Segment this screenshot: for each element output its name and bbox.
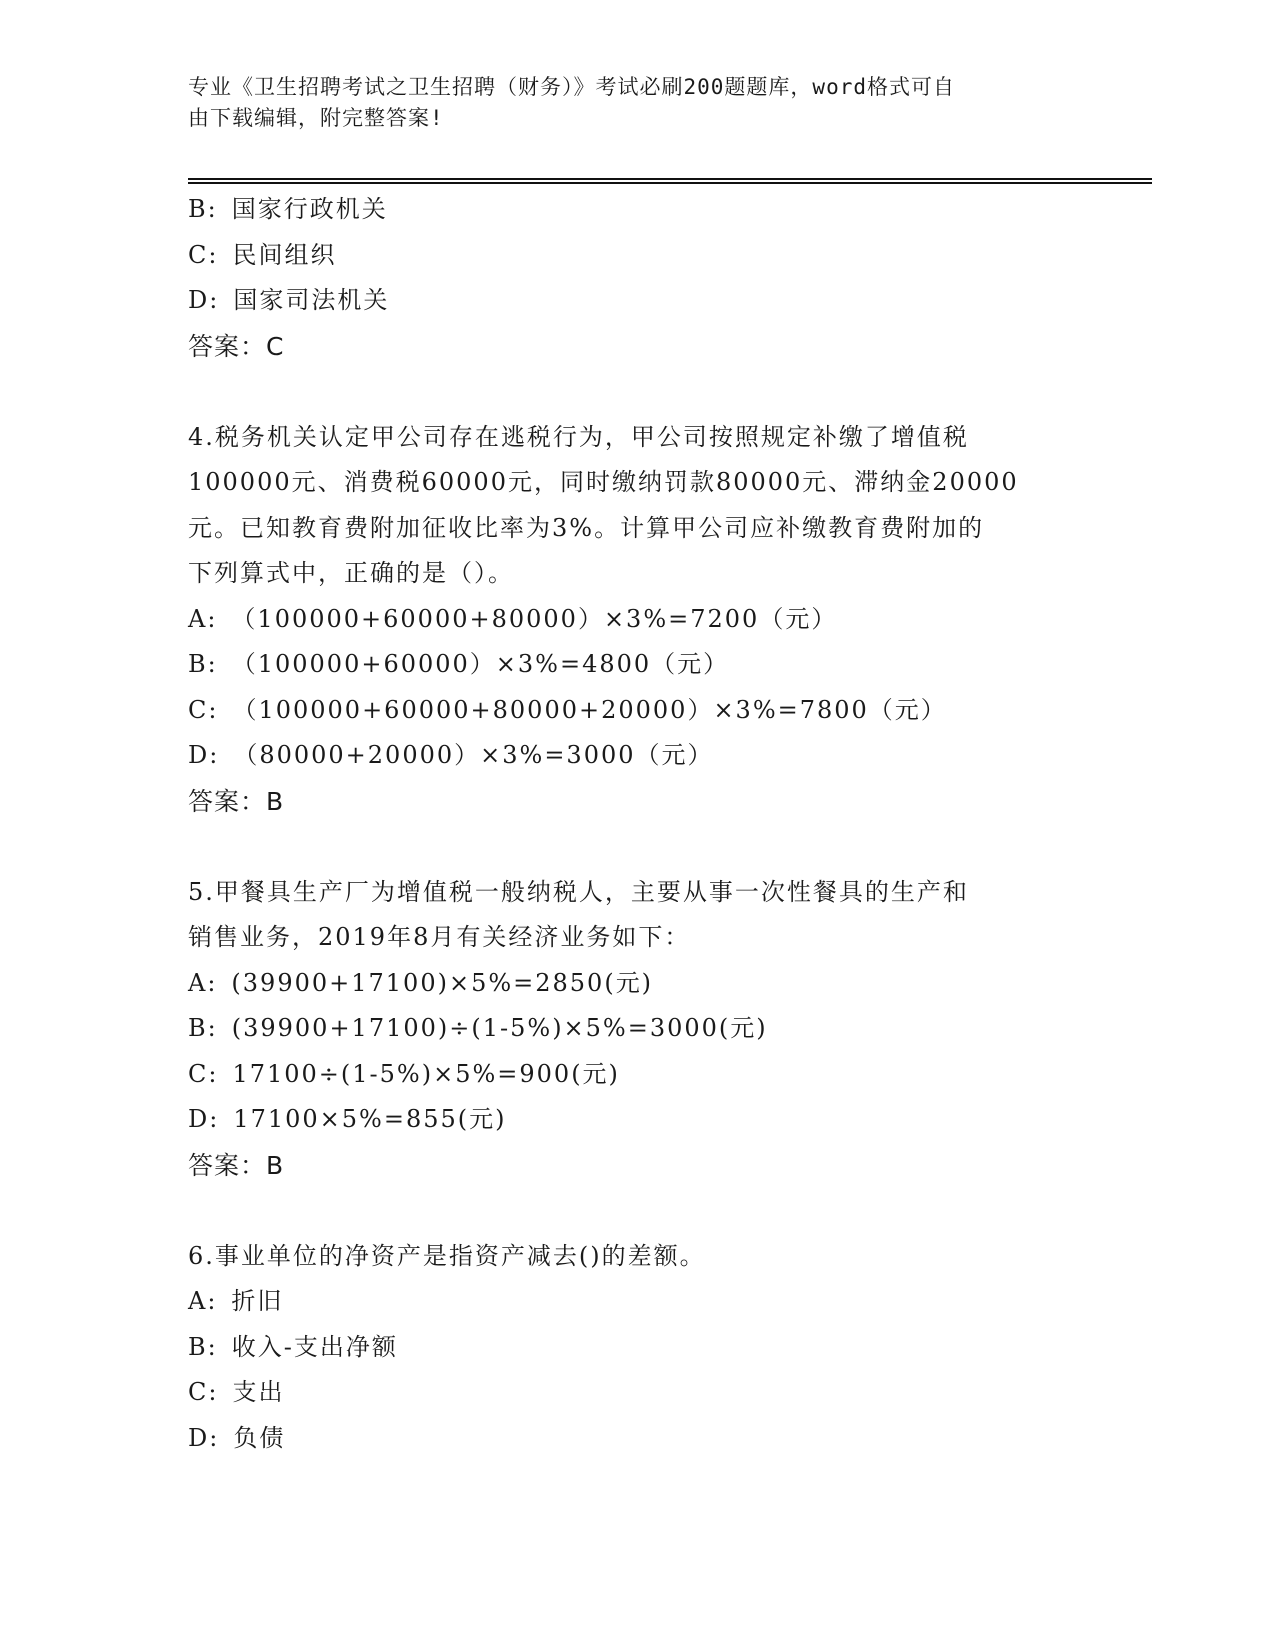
- header-divider-bottom: [188, 182, 1152, 184]
- spacer: [188, 369, 1088, 415]
- option-b: B: （100000+60000）×3%=4800（元）: [188, 650, 730, 678]
- answer: 答案：B: [188, 786, 285, 816]
- spacer: [188, 1188, 1088, 1234]
- option-d: D: （80000+20000）×3%=3000（元）: [188, 741, 714, 769]
- option-c: C: 民间组织: [188, 240, 337, 269]
- document-header: [188, 72, 1068, 134]
- option-c: C: 支出: [188, 1378, 285, 1406]
- option-d: D: 国家司法机关: [188, 286, 390, 314]
- question-5: [188, 870, 1088, 1189]
- answer: 答案：B: [188, 1150, 285, 1180]
- question-4: [188, 415, 1088, 825]
- question-3: [188, 187, 1088, 369]
- question-stem-line: 100000元、消费税60000元，同时缴纳罚款80000元、滞纳金20000: [188, 468, 1019, 496]
- option-b: B: 国家行政机关: [188, 195, 388, 223]
- question-stem-line: 下列算式中，正确的是（）。: [188, 559, 514, 587]
- question-stem-line: 6.事业单位的净资产是指资产减去()的差额。: [188, 1241, 706, 1270]
- question-6: [188, 1234, 1088, 1462]
- question-stem-line: 销售业务，2019年8月有关经济业务如下：: [188, 923, 691, 951]
- option-a: A: （100000+60000+80000）×3%=7200（元）: [188, 604, 838, 633]
- answer: 答案：C: [188, 331, 285, 361]
- option-c: C: （100000+60000+80000+20000）×3%=7800（元）: [188, 695, 947, 724]
- option-a: A: (39900+17100)×5%=2850(元): [188, 968, 654, 997]
- option-c: C: 17100÷(1-5%)×5%=900(元): [188, 1059, 620, 1088]
- header-divider-top: [188, 178, 1152, 180]
- spacer: [188, 824, 1088, 870]
- option-b: B: 收入-支出净额: [188, 1332, 398, 1361]
- question-stem-line: 5.甲餐具生产厂为增值税一般纳税人，主要从事一次性餐具的生产和: [188, 877, 969, 906]
- question-content: [188, 187, 1088, 1461]
- header-line-2: 由下载编辑，附完整答案!: [188, 106, 444, 130]
- question-stem-line: 元。已知教育费附加征收比率为3%。计算甲公司应补缴教育费附加的: [188, 513, 985, 542]
- option-d: D: 17100×5%=855(元): [188, 1105, 507, 1133]
- question-stem-line: 4.税务机关认定甲公司存在逃税行为，甲公司按照规定补缴了增值税: [188, 422, 969, 451]
- option-b: B: (39900+17100)÷(1-5%)×5%=3000(元): [188, 1014, 768, 1042]
- option-d: D: 负债: [188, 1423, 286, 1452]
- option-a: A: 折旧: [188, 1287, 284, 1315]
- header-line-1: 专业《卫生招聘考试之卫生招聘（财务）》考试必刷200题题库，word格式可自: [188, 75, 955, 99]
